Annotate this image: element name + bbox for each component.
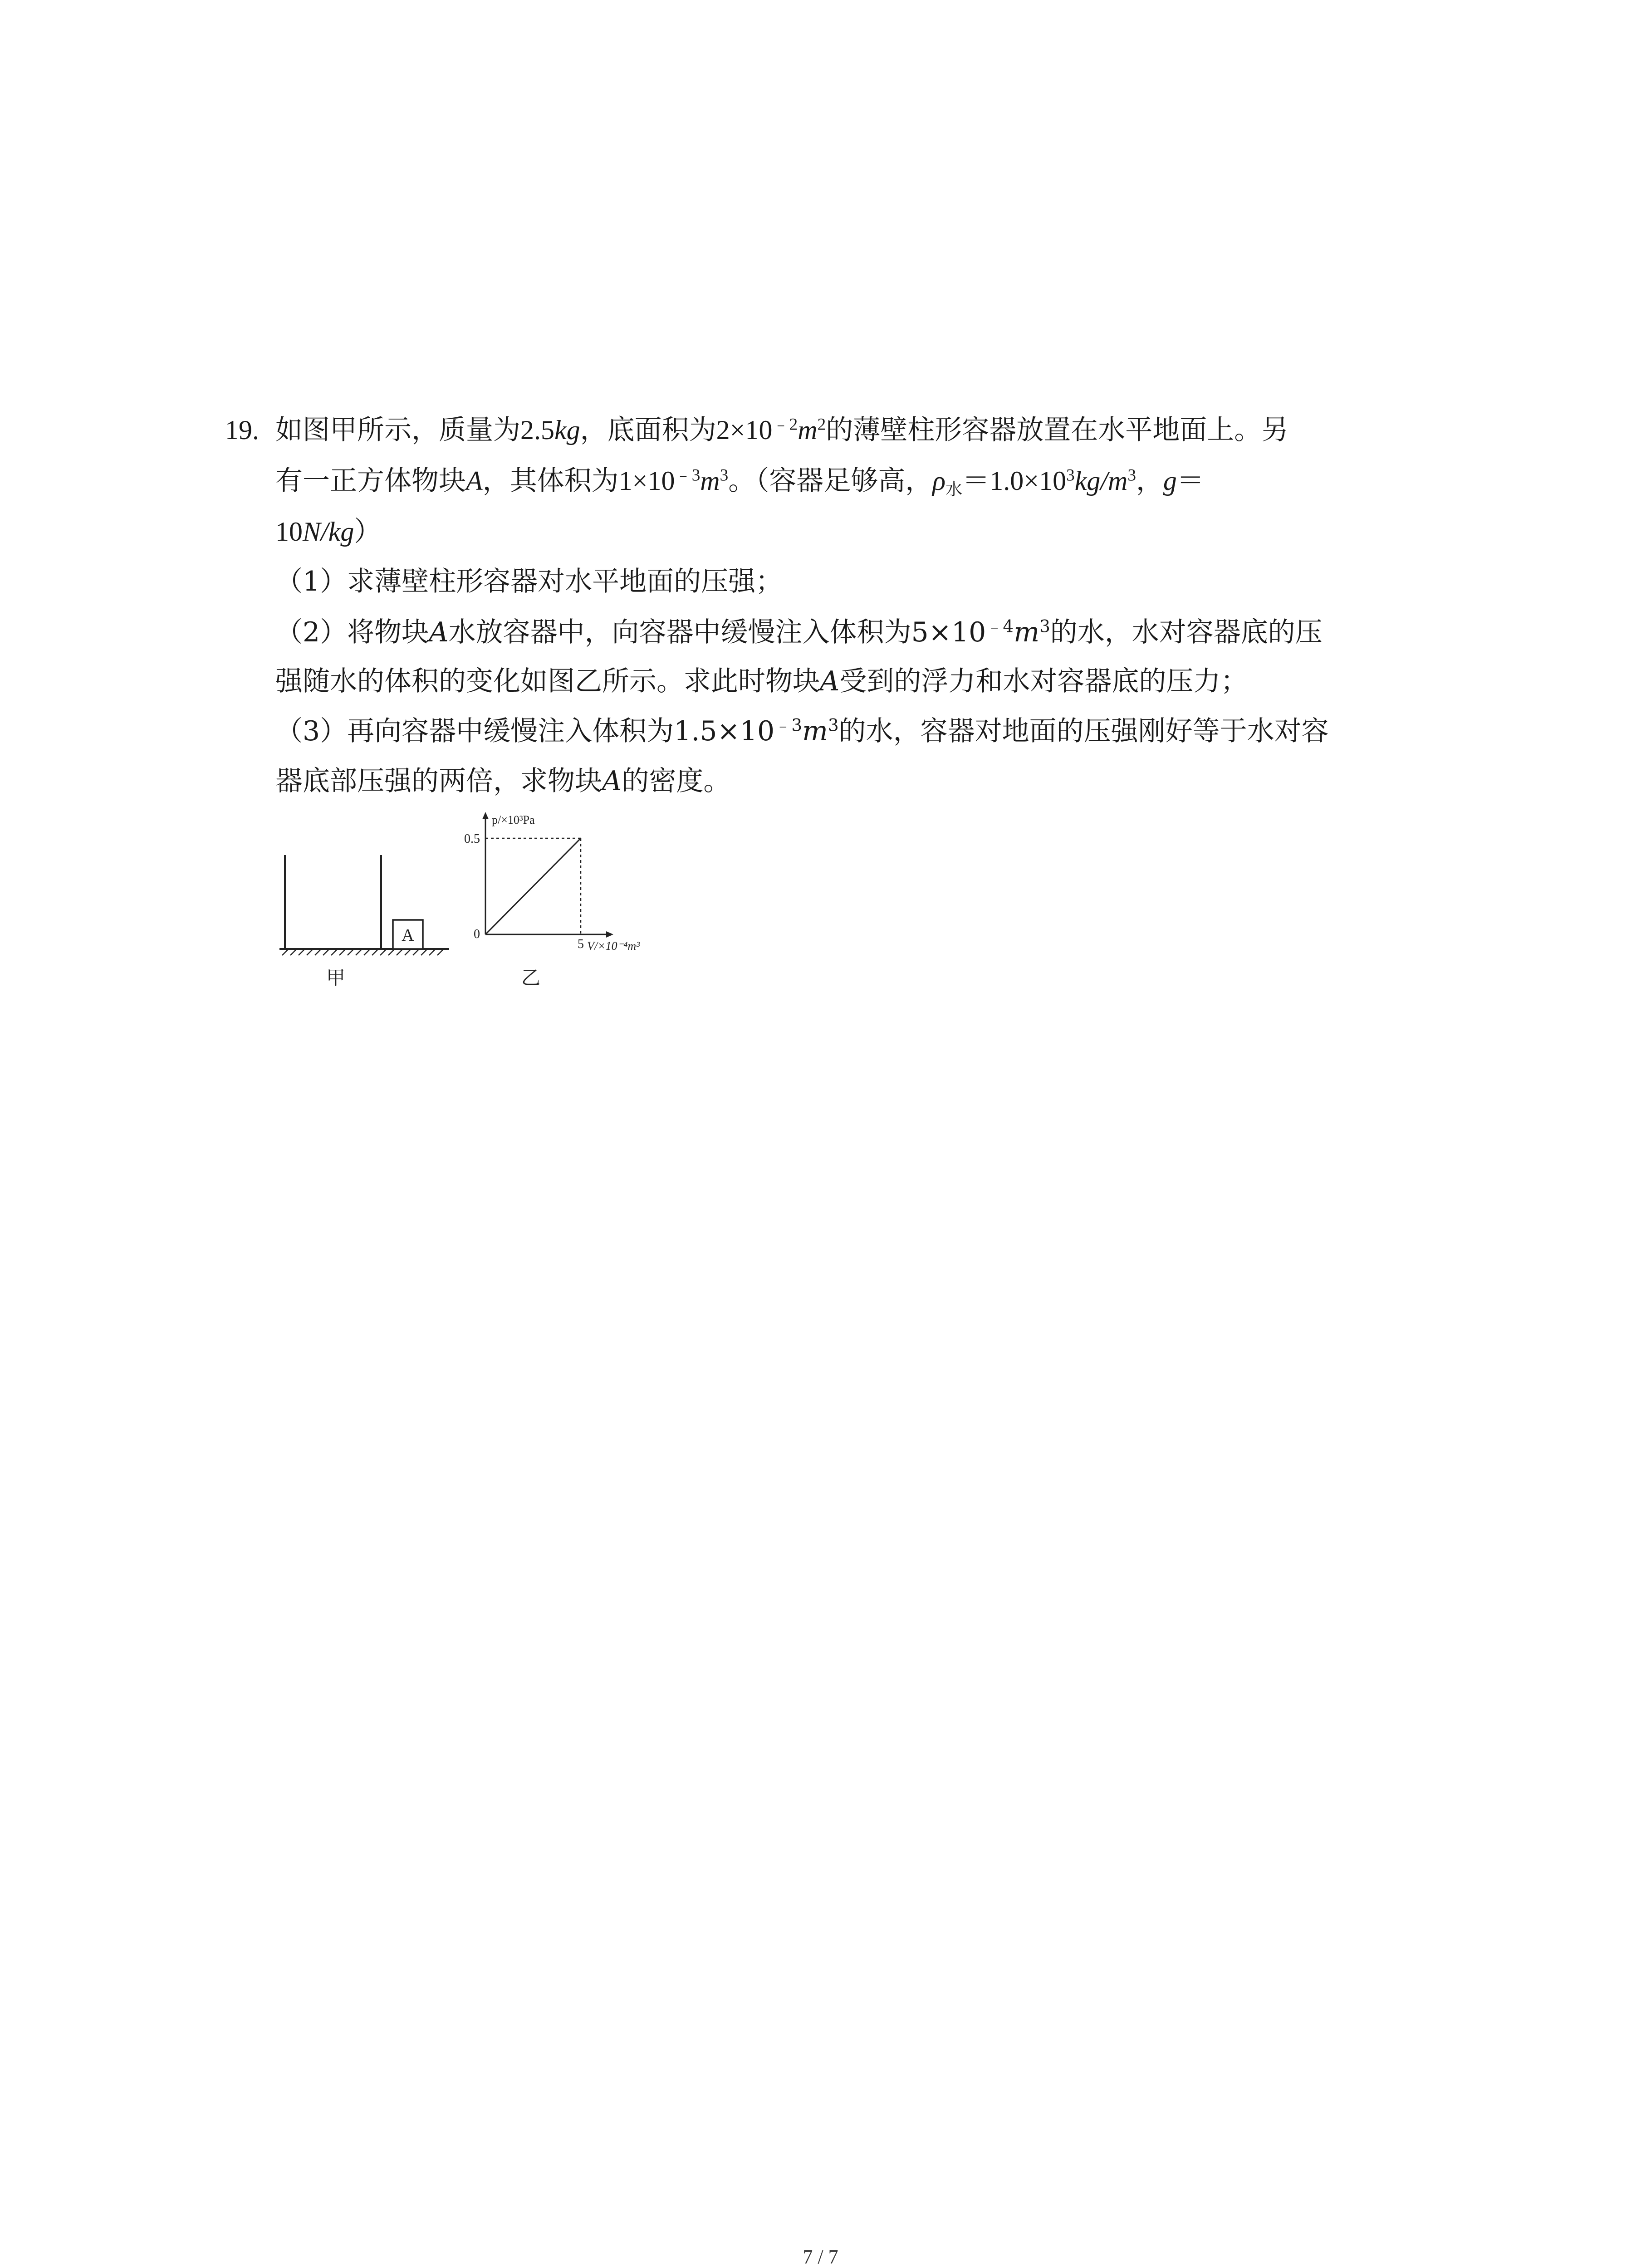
y-axis-arrow: [482, 812, 489, 819]
part-2-line-2: 强随水的体积的变化如图乙所示。求此时物块A受到的浮力和水对容器底的压力；: [275, 665, 1248, 697]
part-3-line-1: （3）再向容器中缓慢注入体积为$1.5\times 10^{﹣3}m^3$的水，容器对地面的压强刚好等于水对容: [275, 715, 1329, 747]
block-a-label: A: [402, 926, 414, 945]
y-tick-label: 0.5: [464, 832, 480, 846]
y-axis-label: p/×10³Pa: [492, 813, 535, 826]
origin-label: 0: [474, 927, 480, 941]
x-axis-arrow: [606, 931, 613, 938]
question-number: 19.: [225, 415, 259, 445]
page-number: 7 / 7: [803, 2246, 838, 2268]
figures: [272, 803, 681, 993]
question-line-1: 如图甲所示，质量为2.5kg，底面积为$2\times 10^{﹣2}m^2$的薄壁柱形容器放置在水平地面上。另: [275, 414, 1289, 446]
question-line-3: 10N/kg）: [275, 516, 382, 547]
question-line-2: 有一正方体物块A，其体积为$1\times 10^{﹣3}m^3$。（容器足够高，$\rho_水=1.0\times 10^3kg/m^3$，g＝: [275, 465, 1204, 499]
series-line: [485, 838, 581, 934]
part-2-line-1: （2）将物块A水放容器中，向容器中缓慢注入体积为$5\times 10^{﹣4}m^3$的水，水对容器底的压: [275, 616, 1323, 648]
part-3-line-2: 器底部压强的两倍，求物块A的密度。: [275, 765, 731, 797]
figure-jia: [279, 855, 449, 989]
part-1: （1）求薄壁柱形容器对水平地面的压强；: [275, 566, 783, 597]
figure-yi-caption: 乙: [521, 967, 541, 989]
ground-hatch: [282, 949, 444, 955]
x-axis-label: V/×10⁻⁴m³: [587, 939, 640, 953]
figure-jia-caption: 甲: [326, 967, 346, 989]
figure-yi-chart: [464, 812, 640, 989]
x-tick-label: 5: [578, 937, 584, 951]
